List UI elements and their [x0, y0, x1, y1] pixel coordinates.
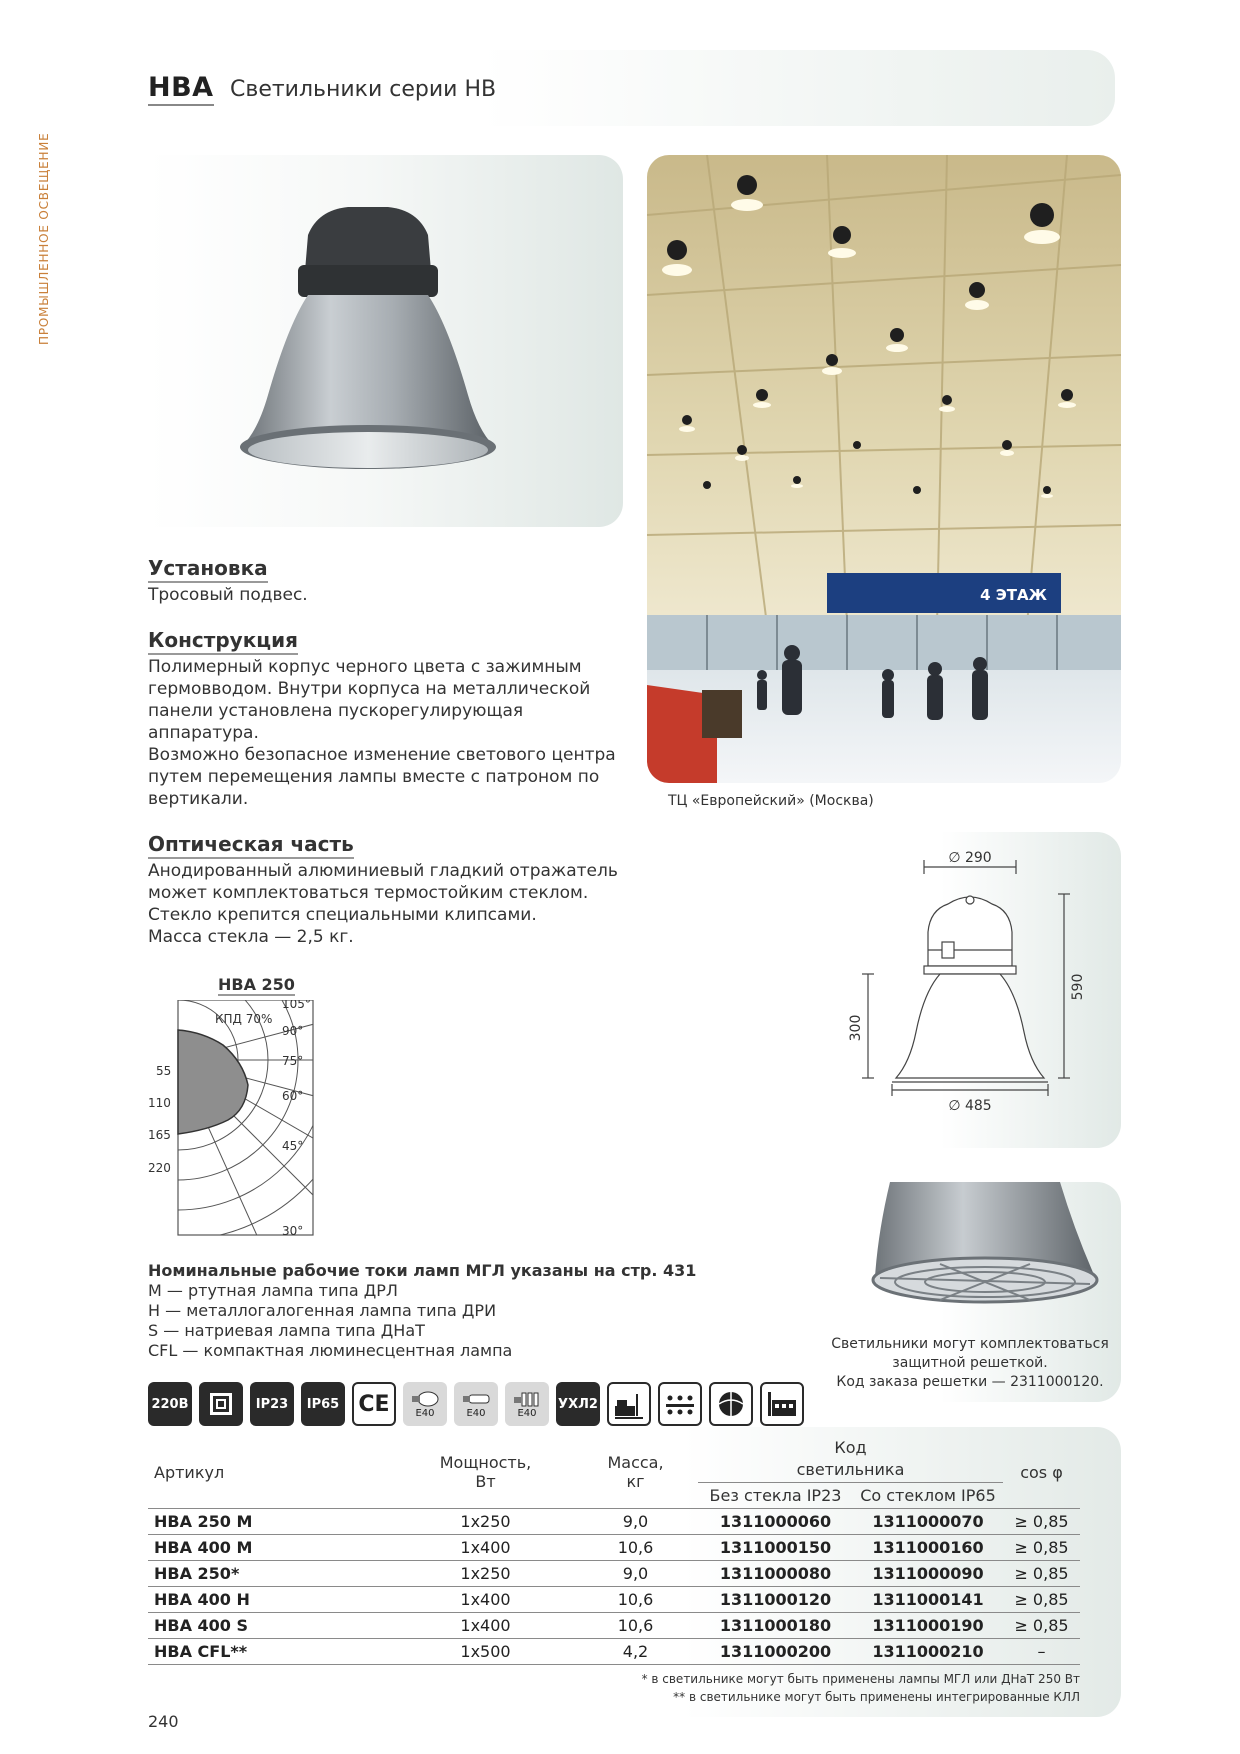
dim-height-total: 590	[1070, 973, 1086, 1001]
industrial-building-icon	[760, 1382, 804, 1426]
table-row	[148, 1561, 1080, 1587]
notes-line: M — ртутная лампа типа ДРЛ	[148, 1281, 398, 1300]
polar-efficiency: КПД 70%	[215, 1012, 273, 1026]
notes-heading: Номинальные рабочие токи ламп МГЛ указаны на стр. 431	[148, 1261, 697, 1280]
cell-power: 1x250	[398, 1509, 573, 1535]
cell-name: HBA 400 S	[148, 1613, 398, 1639]
cell-mass: 4,2	[573, 1639, 698, 1665]
cell-cos: –	[1003, 1639, 1080, 1665]
cell-power: 1x400	[398, 1587, 573, 1613]
dimension-diagram-panel	[820, 832, 1121, 1148]
cell-cos: ≥ 0,85	[1003, 1561, 1080, 1587]
section-heading: Установка	[148, 556, 268, 583]
photo-caption: ТЦ «Европейский» (Москва)	[668, 793, 874, 809]
product-image-panel	[148, 155, 623, 527]
section-line: Стекло крепится специальными клипсами.	[148, 905, 537, 925]
page-title: Светильники серии HB	[230, 77, 497, 102]
cell-cos: ≥ 0,85	[1003, 1535, 1080, 1561]
col-no-glass: Без стекла IP23	[698, 1483, 853, 1509]
description	[148, 556, 628, 948]
cell-name: HBA 250 M	[148, 1509, 398, 1535]
ip23-icon: IP23	[250, 1382, 294, 1426]
cell-power: 1x250	[398, 1561, 573, 1587]
section-line: панели установлена пускорегулирующая аппаратура.	[148, 701, 524, 743]
notes-line: S — натриевая лампа типа ДНаТ	[148, 1321, 425, 1340]
protective-grid-image	[820, 1182, 1121, 1322]
footnote: * в светильнике могут быть применены лампы МГЛ или ДНаТ 250 Вт	[641, 1672, 1080, 1686]
ce-mark-icon: CE	[352, 1382, 396, 1426]
cell-power: 1x500	[398, 1639, 573, 1665]
cell-code-with-glass: 1311000090	[853, 1561, 1003, 1587]
polar-angle: 105°	[282, 1000, 311, 1011]
production-line-icon	[658, 1382, 702, 1426]
polar-diagram	[148, 1000, 348, 1249]
section-line: может комплектоваться термостойким стеклом.	[148, 883, 589, 903]
section-line: Тросовый подвес.	[148, 585, 308, 605]
grid-caption-line: Светильники могут комплектоваться	[831, 1336, 1109, 1352]
cell-mass: 9,0	[573, 1561, 698, 1587]
cell-code-no-glass: 1311000120	[698, 1587, 853, 1613]
cell-code-with-glass: 1311000141	[853, 1587, 1003, 1613]
cell-mass: 9,0	[573, 1509, 698, 1535]
section-heading: Конструкция	[148, 628, 298, 655]
dimension-drawing	[820, 832, 1121, 1148]
spec-table	[148, 1436, 1080, 1665]
section-line: вертикали.	[148, 789, 249, 809]
footnote: ** в светильнике могут быть применены интегрированные КЛЛ	[673, 1690, 1080, 1704]
cell-code-with-glass: 1311000190	[853, 1613, 1003, 1639]
cell-cos: ≥ 0,85	[1003, 1613, 1080, 1639]
polar-title: HBA 250	[218, 975, 295, 994]
col-cos: cos φ	[1020, 1462, 1063, 1482]
table-row	[148, 1587, 1080, 1613]
polar-angle: 60°	[282, 1089, 304, 1103]
socket-label: E40	[415, 1407, 435, 1419]
cell-code-with-glass: 1311000160	[853, 1535, 1003, 1561]
voltage-icon: 220В	[148, 1382, 192, 1426]
dim-top-diameter: ∅ 290	[948, 850, 992, 866]
socket-lamp-icon	[403, 1382, 447, 1426]
series-code: HBA	[148, 72, 214, 106]
cell-name: HBA CFL**	[148, 1639, 398, 1665]
col-with-glass: Со стеклом IP65	[853, 1483, 1003, 1509]
dim-bottom-diameter: ∅ 485	[948, 1098, 992, 1114]
polar-angle: 30°	[282, 1224, 304, 1238]
section-line: Возможно безопасное изменение светового центра	[148, 745, 616, 765]
table-row	[148, 1639, 1080, 1665]
section-installation	[148, 556, 628, 606]
dim-height-reflector: 300	[848, 1014, 864, 1042]
polar-angle: 90°	[282, 1024, 304, 1038]
cell-code-no-glass: 1311000060	[698, 1509, 853, 1535]
polar-radial: 55	[156, 1064, 172, 1078]
cell-power: 1x400	[398, 1613, 573, 1639]
polar-angle: 75°	[282, 1054, 304, 1068]
cell-code-no-glass: 1311000180	[698, 1613, 853, 1639]
climate-icon: УХЛ2	[556, 1382, 600, 1426]
section-line: Анодированный алюминиевый гладкий отражатель	[148, 861, 618, 881]
cell-code-no-glass: 1311000080	[698, 1561, 853, 1587]
section-construction	[148, 628, 628, 810]
lamp-notes	[148, 1261, 696, 1361]
socket-cfl-icon	[505, 1382, 549, 1426]
col-article: Артикул	[154, 1462, 225, 1482]
polar-radial: 220	[148, 1161, 171, 1175]
socket-tube-icon	[454, 1382, 498, 1426]
col-code: Код светильника	[698, 1436, 1003, 1483]
section-label: ПРОМЫШЛЕННОЕ ОСВЕЩЕНИЕ	[37, 132, 51, 345]
installation-photo	[647, 155, 1121, 783]
col-power: Мощность, Вт	[439, 1453, 532, 1491]
cell-mass: 10,6	[573, 1535, 698, 1561]
cell-name: HBA 250*	[148, 1561, 398, 1587]
page-number: 240	[148, 1712, 179, 1731]
notes-line: H — металлогалогенная лампа типа ДРИ	[148, 1301, 497, 1320]
grid-caption-line: Код заказа решетки — 2311000120.	[836, 1374, 1104, 1390]
sports-hall-icon	[709, 1382, 753, 1426]
cell-cos: ≥ 0,85	[1003, 1509, 1080, 1535]
grid-caption	[820, 1335, 1120, 1392]
lamp-product-image	[148, 155, 623, 527]
photo-banner-text: 4 ЭТАЖ	[980, 586, 1047, 604]
cell-cos: ≥ 0,85	[1003, 1587, 1080, 1613]
cell-code-no-glass: 1311000150	[698, 1535, 853, 1561]
cell-name: HBA 400 M	[148, 1535, 398, 1561]
section-line: гермовводом. Внутри корпуса на металлической	[148, 679, 591, 699]
cell-power: 1x400	[398, 1535, 573, 1561]
grid-caption-line: защитной решеткой.	[892, 1355, 1048, 1371]
polar-angle: 45°	[282, 1139, 304, 1153]
cell-code-with-glass: 1311000210	[853, 1639, 1003, 1665]
section-line: путем перемещения лампы вместе с патроном по	[148, 767, 600, 787]
cell-code-with-glass: 1311000070	[853, 1509, 1003, 1535]
cell-name: HBA 400 H	[148, 1587, 398, 1613]
table-row	[148, 1509, 1080, 1535]
table-row	[148, 1613, 1080, 1639]
section-line: Масса стекла — 2,5 кг.	[148, 927, 354, 947]
col-mass: Масса, кг	[607, 1453, 664, 1491]
warehouse-icon	[607, 1382, 651, 1426]
section-heading: Оптическая часть	[148, 832, 354, 859]
table-row	[148, 1535, 1080, 1561]
class-protection-icon	[199, 1382, 243, 1426]
cell-code-no-glass: 1311000200	[698, 1639, 853, 1665]
ip65-icon: IP65	[301, 1382, 345, 1426]
cell-mass: 10,6	[573, 1613, 698, 1639]
polar-radial: 110	[148, 1096, 171, 1110]
polar-radial: 165	[148, 1128, 171, 1142]
notes-line: CFL — компактная люминесцентная лампа	[148, 1341, 513, 1360]
socket-label: E40	[517, 1407, 537, 1419]
section-line: Полимерный корпус черного цвета с зажимным	[148, 657, 582, 677]
cell-mass: 10,6	[573, 1587, 698, 1613]
spec-icons	[148, 1382, 804, 1426]
socket-label: E40	[466, 1407, 486, 1419]
section-optics	[148, 832, 628, 948]
